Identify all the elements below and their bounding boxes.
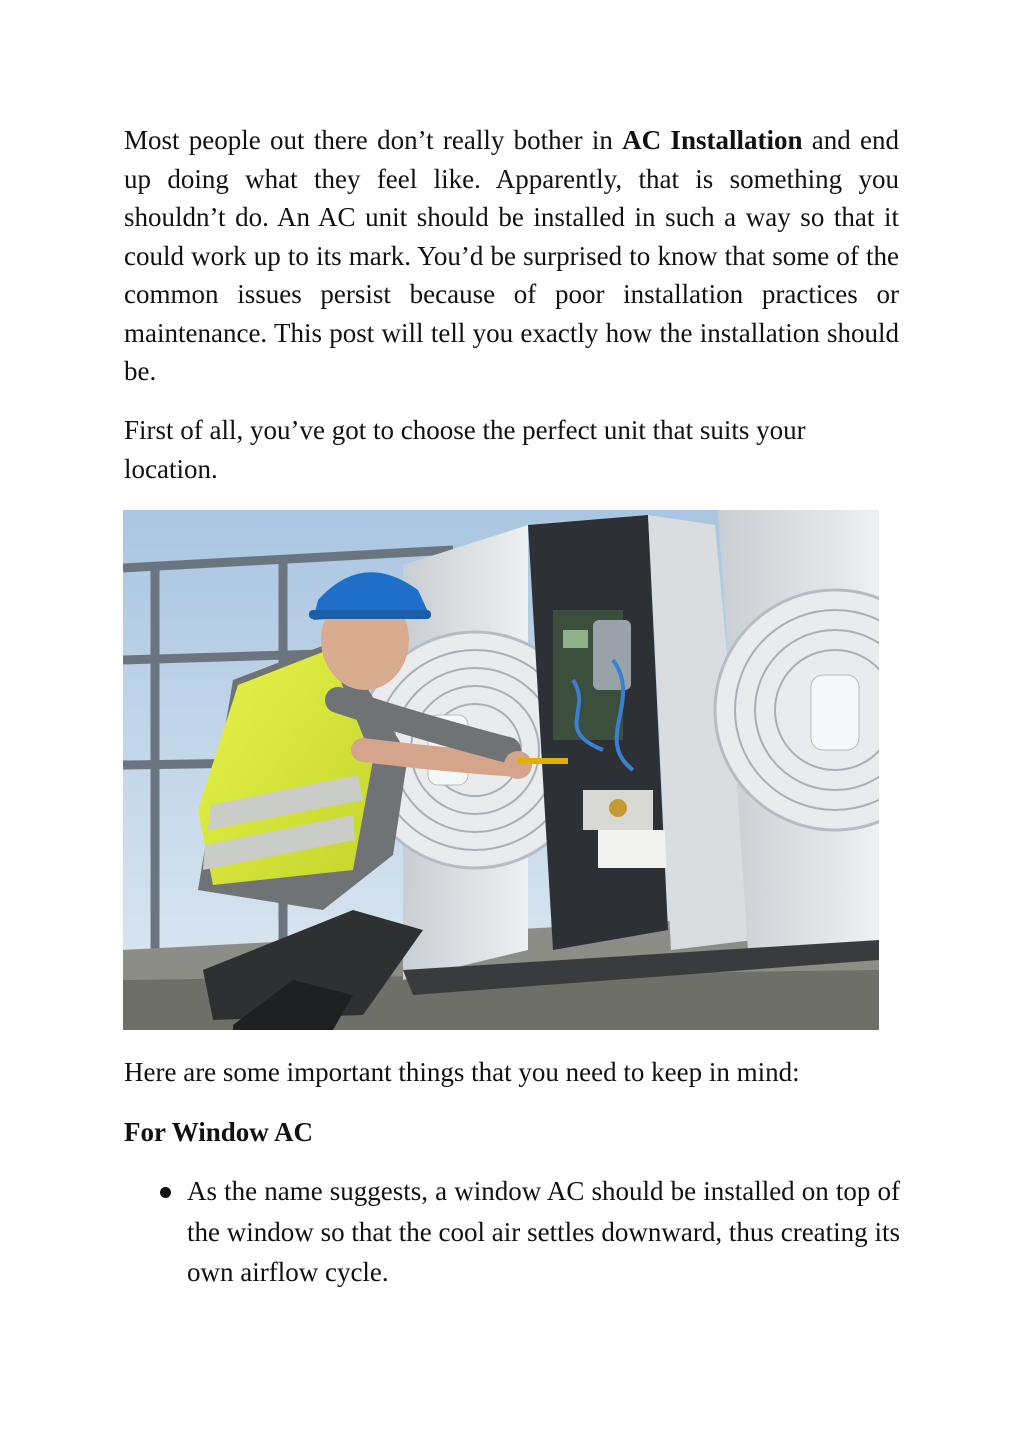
intro-text-before: Most people out there don’t really bother in	[124, 125, 623, 155]
bullet-text: As the name suggests, a window AC should be installed on top of the window so that the cool air settles downward, thus creating its own airflow cycle.	[187, 1176, 900, 1287]
intro-text-after: and end up doing what they feel like. Apparently, that is something you shouldn’t do. An AC unit should be installed in such a way so that it could work up to its mark. You’d be surprised to know that some of the common issues persist because of poor installation practices or maintenance. This post will tell you exactly how the installation should be.	[124, 125, 899, 386]
keep-in-mind-paragraph: Here are some important things that you need to keep in mind:	[124, 1057, 800, 1087]
intro-paragraph	[124, 121, 899, 391]
ac-installation-bold: AC Installation	[622, 125, 803, 155]
bullet-dot-icon	[160, 1187, 171, 1198]
window-ac-bullet-list	[150, 1171, 900, 1293]
technician-photo	[123, 510, 879, 1030]
choose-unit-paragraph: First of all, you’ve got to choose the perfect unit that suits your location.	[124, 415, 806, 484]
window-ac-heading: For Window AC	[124, 1117, 314, 1147]
bullet-item	[150, 1171, 900, 1293]
